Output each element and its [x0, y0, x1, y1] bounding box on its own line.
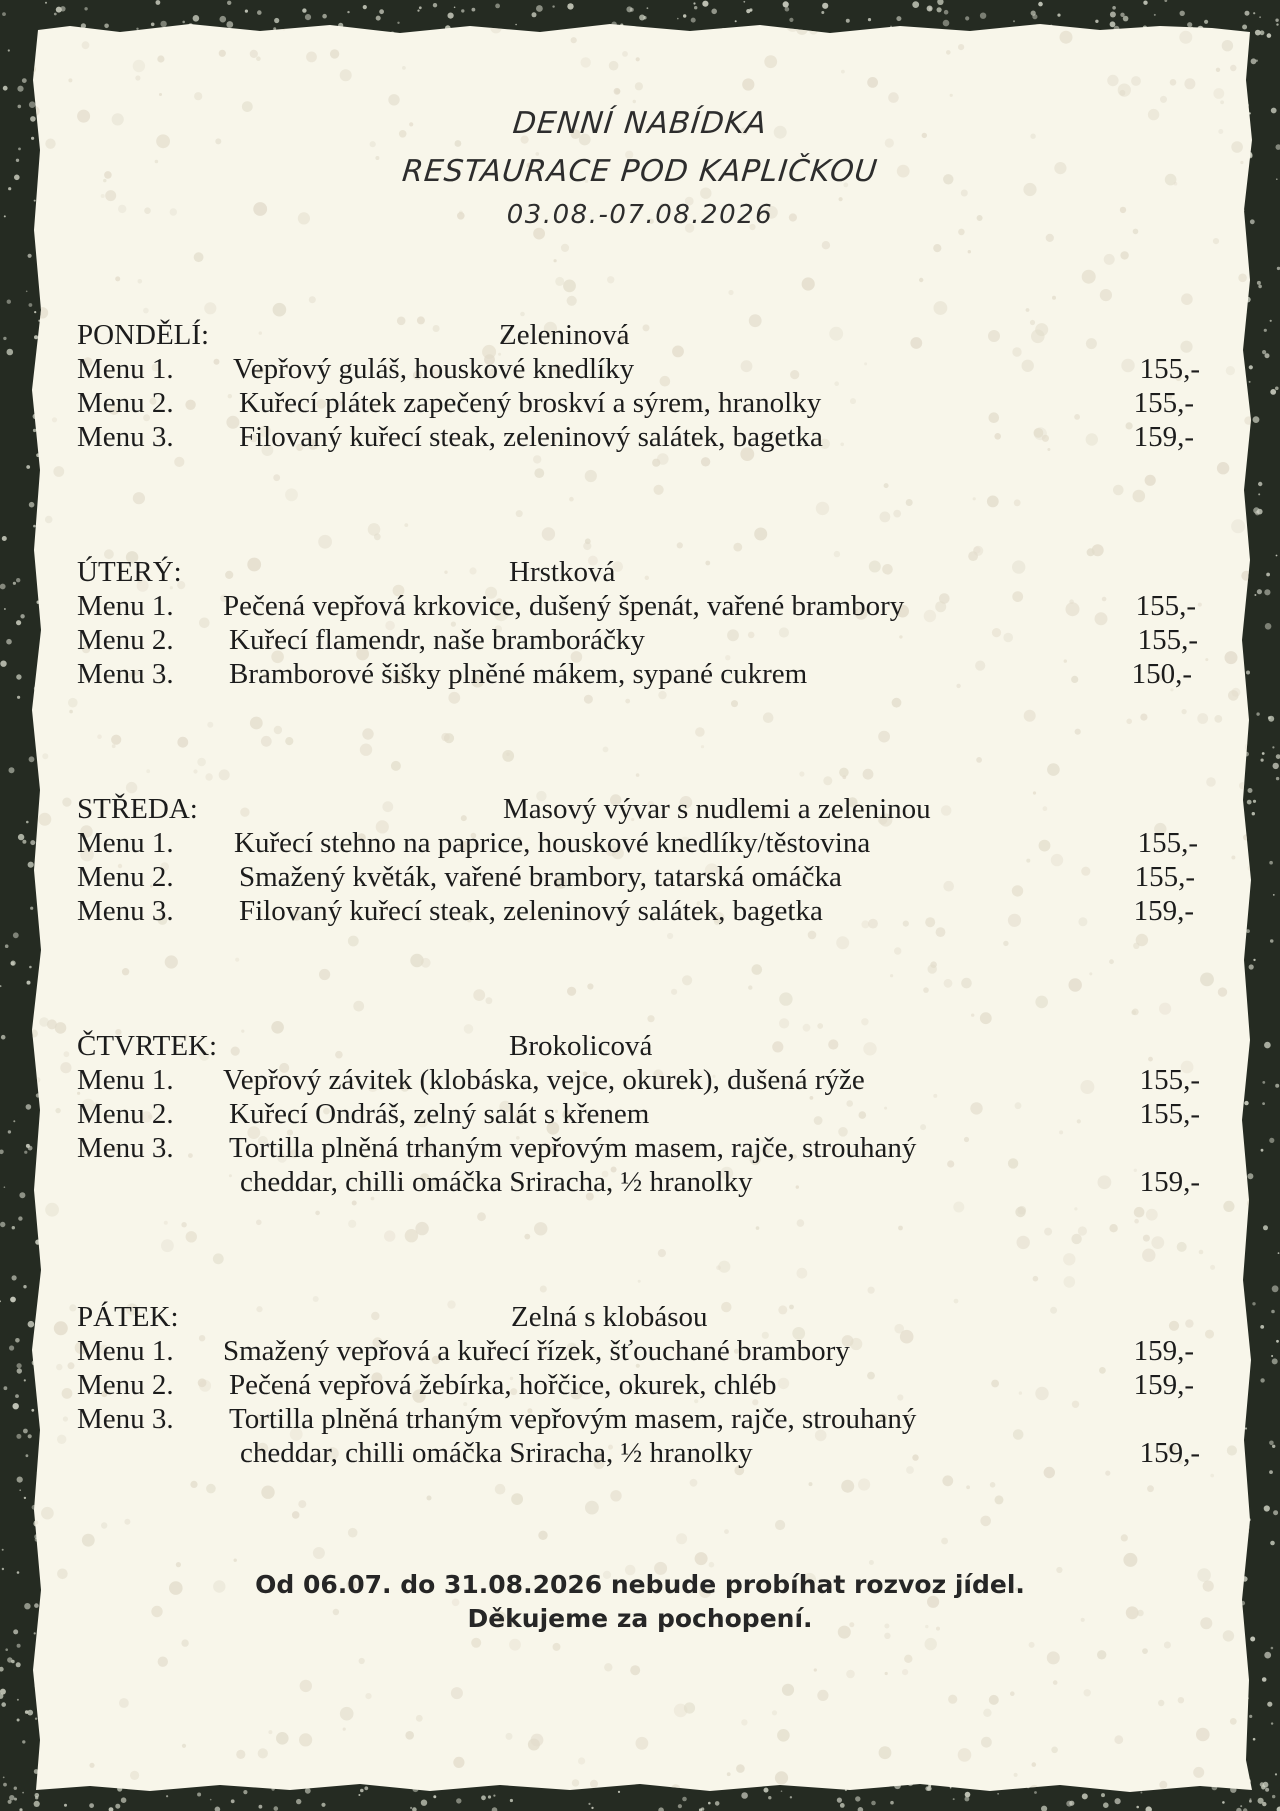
menu-number: Menu 2. — [77, 1098, 174, 1130]
menu-price: 159,- — [1133, 1335, 1194, 1367]
menu-price: 150,- — [1131, 658, 1192, 690]
day-label-thursday: ČTVRTEK: — [77, 1030, 218, 1062]
menu-number: Menu 2. — [77, 861, 174, 893]
menu-price: 155,- — [1134, 861, 1195, 893]
thank-you-note: Děkujeme za pochopení. — [467, 1604, 813, 1633]
menu-price: 155,- — [1133, 387, 1194, 419]
menu-number: Menu 1. — [77, 1335, 174, 1367]
menu-dish: Pečená vepřová žebírka, hořčice, okurek, chléb — [229, 1369, 777, 1401]
menu-price: 159,- — [1133, 1369, 1194, 1401]
menu-number: Menu 1. — [77, 827, 174, 859]
menu-price: 155,- — [1139, 353, 1200, 385]
menu-dish-continued: cheddar, chilli omáčka Sriracha, ½ hranolky — [240, 1437, 753, 1469]
menu-dish: Smažený vepřová a kuřecí řízek, šťouchané brambory — [223, 1335, 850, 1367]
menu-price: 159,- — [1133, 421, 1194, 453]
restaurant-name: RESTAURACE POD KAPLIČKOU — [400, 154, 880, 189]
menu-number: Menu 1. — [77, 1064, 174, 1096]
menu-price: 155,- — [1137, 624, 1198, 656]
menu-dish: Kuřecí stehno na paprice, houskové knedlíky/těstovina — [234, 827, 871, 859]
menu-dish: Filovaný kuřecí steak, zeleninový salátek, bagetka — [239, 421, 823, 453]
menu-price: 159,- — [1139, 1437, 1200, 1469]
menu-number: Menu 2. — [77, 624, 174, 656]
menu-number: Menu 3. — [77, 421, 174, 453]
soup-tuesday: Hrstková — [509, 556, 616, 588]
menu-dish: Bramborové šišky plněné mákem, sypané cukrem — [229, 658, 808, 690]
day-label-wednesday: STŘEDA: — [77, 793, 198, 825]
menu-dish: Kuřecí plátek zapečený broskví a sýrem, hranolky — [239, 387, 822, 419]
menu-dish: Filovaný kuřecí steak, zeleninový salátek, bagetka — [239, 895, 823, 927]
delivery-notice: Od 06.07. do 31.08.2026 nebude probíhat rozvoz jídel. — [255, 1570, 1025, 1599]
menu-number: Menu 2. — [77, 387, 174, 419]
day-label-tuesday: ÚTERÝ: — [77, 556, 182, 588]
day-label-friday: PÁTEK: — [77, 1301, 179, 1333]
soup-wednesday: Masový vývar s nudlemi a zeleninou — [503, 793, 931, 825]
menu-price: 155,- — [1139, 1064, 1200, 1096]
day-label-monday: PONDĚLÍ: — [77, 319, 210, 351]
soup-thursday: Brokolicová — [509, 1030, 653, 1062]
menu-dish: Tortilla plněná trhaným vepřovým masem, rajče, strouhaný — [229, 1403, 917, 1435]
menu-price: 155,- — [1137, 827, 1198, 859]
menu-number: Menu 3. — [77, 1132, 174, 1164]
menu-dish-continued: cheddar, chilli omáčka Sriracha, ½ hranolky — [240, 1166, 753, 1198]
menu-price: 159,- — [1133, 895, 1194, 927]
soup-monday: Zeleninová — [499, 319, 630, 351]
menu-dish: Kuřecí Ondráš, zelný salát s křenem — [229, 1098, 650, 1130]
date-range: 03.08.-07.08.2026 — [506, 200, 774, 230]
menu-number: Menu 1. — [77, 590, 174, 622]
menu-dish: Tortilla plněná trhaným vepřovým masem, rajče, strouhaný — [229, 1132, 917, 1164]
soup-friday: Zelná s klobásou — [511, 1301, 708, 1333]
menu-number: Menu 3. — [77, 658, 174, 690]
menu-dish: Smažený květák, vařené brambory, tatarská omáčka — [239, 861, 842, 893]
page-title: DENNÍ NABÍDKA — [511, 106, 769, 141]
menu-dish: Vepřový závitek (klobáska, vejce, okurek), dušená rýže — [223, 1064, 865, 1096]
menu-number: Menu 3. — [77, 1403, 174, 1435]
menu-dish: Kuřecí flamendr, naše bramboráčky — [229, 624, 645, 656]
menu-price: 155,- — [1135, 590, 1196, 622]
menu-dish: Vepřový guláš, houskové knedlíky — [233, 353, 635, 385]
menu-dish: Pečená vepřová krkovice, dušený špenát, vařené brambory — [223, 590, 905, 622]
menu-price: 155,- — [1139, 1098, 1200, 1130]
menu-price: 159,- — [1139, 1166, 1200, 1198]
menu-number: Menu 3. — [77, 895, 174, 927]
menu-number: Menu 1. — [77, 353, 174, 385]
menu-number: Menu 2. — [77, 1369, 174, 1401]
